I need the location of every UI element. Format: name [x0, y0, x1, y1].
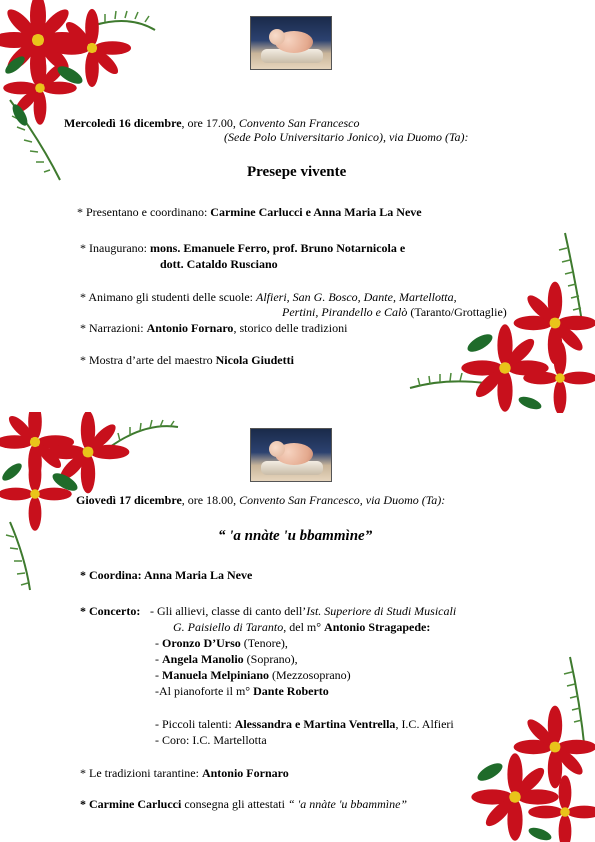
event2-concert-line2: [173, 620, 430, 634]
poinsettia-top-left: [0, 0, 160, 185]
inaug-label: * Inaugurano:: [80, 241, 150, 255]
animate-schools-2: Pertini, Pirandello e Calò: [282, 305, 408, 319]
narr-rest: , storico delle tradizioni: [233, 321, 348, 335]
cert-name: * Carmine Carlucci: [80, 797, 182, 811]
choir: - Coro: I.C. Martellotta: [155, 733, 267, 747]
event1-title: Presepe vivente: [247, 164, 347, 180]
concert-line2-a: G. Paisiello di Taranto: [173, 620, 284, 634]
event1-inaugurate: [80, 241, 405, 255]
event1-narrations: [80, 321, 347, 335]
event2-date-line: [76, 493, 445, 507]
event2-coord: * Coordina: Anna Maria La Neve: [80, 568, 253, 582]
present-names: Carmine Carlucci e Anna Maria La Neve: [210, 205, 422, 219]
singer-1: - Oronzo D’Urso (Tenore),: [155, 636, 288, 650]
talents-names: Alessandra e Martina Ventrella: [234, 717, 396, 731]
inaug-names-2: dott. Cataldo Rusciano: [160, 257, 278, 271]
singer-2: - Angela Manolio (Soprano),: [155, 652, 298, 666]
event1-place-detail: [224, 130, 469, 144]
trad-label: * Le tradizioni tarantine:: [80, 766, 202, 780]
singer3-role: (Mezzosoprano): [269, 668, 351, 682]
animate-label: * Animano gli studenti delle scuole:: [80, 290, 256, 304]
cert-rest: consegna gli attestati: [181, 797, 288, 811]
poinsettia-flower-icon: [514, 706, 595, 789]
animate-schools-1: Alfieri, San G. Bosco, Dante, Martellotta,: [255, 290, 457, 304]
event2-traditions: [80, 766, 289, 780]
concert-line1-b: Ist. Superiore di Studi Musicali: [306, 604, 457, 618]
singer-3: - Manuela Melpiniano (Mezzosoprano): [155, 668, 351, 682]
inaug-names-1: mons. Emanuele Ferro, prof. Bruno Notarnicola e: [149, 241, 406, 255]
event1-inaugurate-2: [160, 257, 278, 271]
talents-school: , I.C. Alfieri: [395, 717, 454, 731]
event1-time: , ore 17.00,: [181, 116, 239, 130]
event2-date: Giovedì 17 dicembre: [76, 493, 182, 507]
event1-place2: (Sede Polo Universitario Jonico), via Duomo (Ta):: [224, 130, 469, 144]
event1-presenters: [77, 205, 422, 219]
event2-concert-label: [80, 604, 140, 618]
talents-label: - Piccoli talenti:: [155, 717, 235, 731]
poinsettia-flower-icon: [471, 753, 558, 840]
event2-time: , ore 18.00,: [181, 493, 240, 507]
narr-name: Antonio Fornaro: [146, 321, 234, 335]
narr-label: * Narrazioni:: [80, 321, 147, 335]
poinsettia-flower-icon: [461, 324, 548, 411]
singer2-role: (Soprano),: [243, 652, 298, 666]
event2-concert-line1: [150, 604, 456, 618]
present-label: * Presentano e coordinano:: [77, 205, 211, 219]
mostra-name: Nicola Giudetti: [215, 353, 294, 367]
event1-place: Convento San Francesco: [238, 116, 360, 130]
event1-date-line: [64, 116, 360, 130]
event1-animate-2: [282, 305, 507, 319]
trad-name: Antonio Fornaro: [201, 766, 289, 780]
event2-title: “ 'a nnàte 'u bbammìne”: [218, 528, 373, 544]
pianist: [155, 684, 329, 698]
talents: [155, 717, 454, 731]
singer1-role: (Tenore),: [240, 636, 288, 650]
event1-animate: [80, 290, 457, 304]
cert-title: “ 'a nnàte 'u bbammìne”: [287, 797, 408, 811]
concert-line2-b: , del m°: [283, 620, 325, 634]
nativity-image: [250, 16, 332, 70]
piano-label: -Al pianoforte il m°: [155, 684, 254, 698]
animate-place: (Taranto/Grottaglie): [407, 305, 507, 319]
event1-exhibit: [80, 353, 294, 367]
piano-name: Dante Roberto: [253, 684, 329, 698]
singer2-name: Angela Manolio: [162, 652, 244, 666]
concert-line1-a: - Gli allievi, classe di canto dell’: [150, 604, 307, 618]
pine-branch-icon: [564, 657, 585, 752]
nativity-image: [250, 428, 332, 482]
singer3-name: Manuela Melpiniano: [162, 668, 270, 682]
concert-label: * Concerto:: [80, 604, 141, 618]
mostra-label: * Mostra d’arte del maestro: [80, 353, 216, 367]
poinsettia-bottom-right: [455, 652, 595, 842]
poinsettia-right-1: [405, 228, 595, 413]
event1-date: Mercoledì 16 dicembre: [64, 116, 182, 130]
concert-line2-c: Antonio Stragapede:: [324, 620, 431, 634]
event2-certificates: [80, 797, 407, 811]
singer1-name: Oronzo D’Urso: [162, 636, 241, 650]
event2-place: Convento San Francesco, via Duomo (Ta):: [239, 493, 446, 507]
